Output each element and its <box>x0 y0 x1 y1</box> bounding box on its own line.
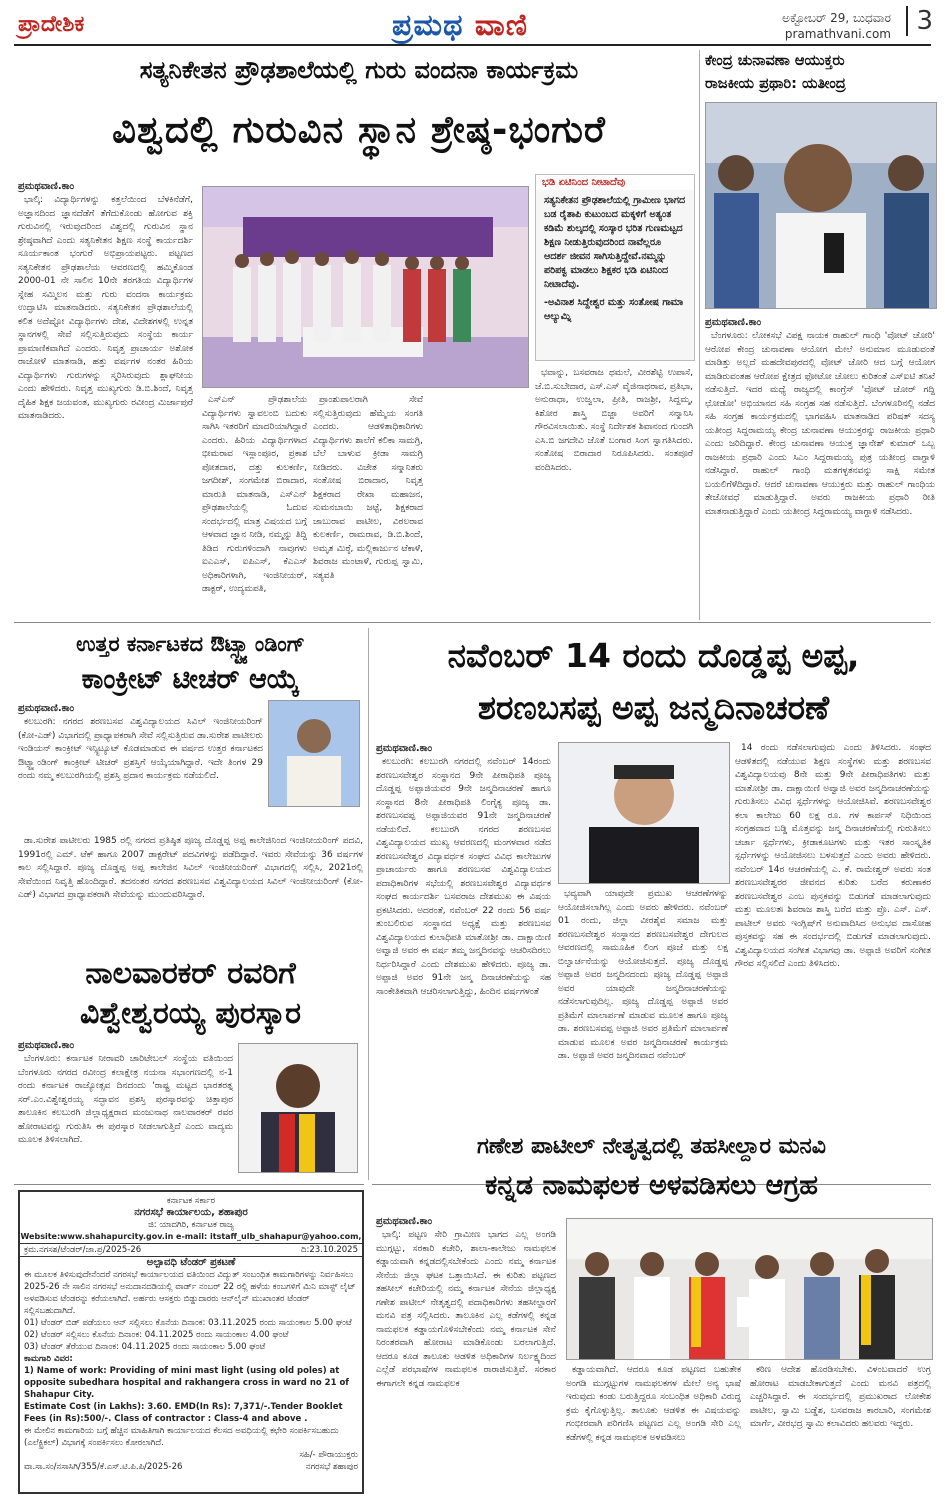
paper-logo <box>392 8 528 43</box>
tender-header3: ಜಿ: ಯಾದಗಿರಿ, ಕರ್ನಾಟಕ ರಾಜ್ಯ <box>148 1220 234 1230</box>
paper-name-b: ವಾಣಿ <box>474 8 529 43</box>
story5-col1 <box>376 756 551 1176</box>
quote-text: ಸತ್ಯನಿಕೇತನ ಪ್ರೌಢಶಾಲೆಯಲ್ಲಿ ಗ್ರಾಮೀಣ ಭಾಗದ ಬಡ ರೈತಾಪಿ ಕುಟುಂಬದ ಮಕ್ಕಳಿಗೆ ಅತ್ಯಂತ ಕಡಿಮೆ ಶುಲ್ಕದಲ್ಲಿ ಸಂಸ್ಕಾರ ಭರಿತ ಗುಣಮಟ್ಟದ ಶಿಕ್ಷಣ ನೀಡುತ್ತಿರುವುದರಿಂದ ನಾವೆಲ್ಲರೂ ಆದರ್ಶ ಜೀವನ ಸಾಗಿಸುತ್ತಿದ್ದೇವೆ.ನಮ್ಮನ್ನು ಪರಿಪಕ್ವ ಮಾಡಲು ಶಿಕ್ಷಕರ ಭಡಿ ಏಟಿನಿಂದ ನೀಟಾದೆವು. <box>544 195 686 290</box>
story1-col4-text: ಭವಾನ್ನು, ಬಸವರಾಜ ಥಮಲೆ, ವೀರಶೆಟ್ಟಿ ಉಪಾಸೆ, ಜೆ.ಬಿ.ಸುಬೇದಾರ, ಎಸ್.ಎಸ್ ವೈಜಿನಾಥರಾವ, ಪ್ರತಿಭಾ, ಅನುರಾಧಾ, ಉಜ್ವಲಾ, ಪ್ರೀತಿ, ರಾಜಶ್ರೀ, ಸಿದ್ದಮ್ಮ, ಕಿಶೋರ ಶಾಸ್ತ್ರಿ ಬಿಜ್ಜಾ ಅವರಿಗೆ ಸನ್ಮಾನಿಸಿ ಗೌರವಿಸಲಾಯಿತು. ಸಂಸ್ಥೆ ನಿರ್ದೇಶಕ ಶಿವಾನಂದ ಗುಂದಗಿ ಎಸಿ.ಬಿ ಜಗದೇವಿ ಜೊತೆ ಬಂಗಾರ ಸಿಂಗ ಸ್ವಾಗತಿಸಿದರು. ಸಂತೋಷ ಬಿರಾದಾರ ನಿರೂಪಿಸಿದರು. ಸಂತಪೂರೆ ವಂದಿಸಿದರು. <box>535 368 693 473</box>
tender-sign1: ಸಹಿ/- ಪೌರಾಯುಕ್ತರು <box>299 1450 358 1460</box>
story1-photo <box>202 186 529 388</box>
story5-headline-1: ನವೆಂಬರ್ 14 ರಂದು ದೊಡ್ಡಪ್ಪ ಅಪ್ಪ, <box>447 636 860 675</box>
quote-author: -ಅವಿನಾಶ ಸಿದ್ದೇಶ್ವರ ಮತ್ತು ಸಂತೋಷ ಗಾಮಾ ಆಲ್ಯುಮ್ನಿ <box>544 297 684 322</box>
tender-footer: ವಾ.ಸಾ.ಸಂ/ನಸಾಸಿಗಿ/355/ಕೆ.ಎಸ್.ಟಿ.ಪಿ.ಪಿ/2025-26 <box>24 1462 183 1472</box>
story3-kicker: ಉತ್ತರ ಕರ್ನಾಟಕದ ಔಟ್ಸ್ಟ್ಯಾಂಡಿಂಗ್ <box>76 632 305 656</box>
story6-headline-1: ಗಣೇಶ ಪಾಟೀಲ್ ನೇತೃತ್ವದಲ್ಲಿ ತಹಸೀಲ್ದಾರ ಮನವಿ <box>477 1134 826 1159</box>
story4-byline: ಪ್ರಮಥವಾಣಿ.ಕಾಂ <box>18 1040 75 1051</box>
tender-note: ಈ ಮೇಲಿನ ಕಾಮಗಾರಿಯ ಬಗ್ಗೆ ಹೆಚ್ಚಿನ ಮಾಹಿತಿಗಾಗಿ ಕಾರ್ಯಾಲಯದ ಕೆಲಸದ ಅವಧಿಯಲ್ಲಿ ಕಛೇರಿ ಸಂಪರ್ಕಿಸಬಹುದು (ಎಲೆಕ್ಟ್ರಿಕಲ್) ವಿಭಾಗಕ್ಕೆ ಸಂಪರ್ಕಿಸಲು ಕೋರಲಾಗಿದೆ. <box>24 1426 339 1448</box>
story2-body <box>705 330 935 612</box>
story6-headline-2: ಕನ್ನಡ ನಾಮಫಲಕ ಅಳವಡಿಸಲು ಆಗ್ರಹ <box>485 1170 818 1201</box>
speaker-photo-image <box>706 103 936 308</box>
story3-byline: ಪ್ರಮಥವಾಣಿ.ಕಾಂ <box>18 703 75 714</box>
group-photo-image <box>203 187 528 387</box>
story6-col1-text: ಭಾಲ್ಕಿ: ಪಟ್ಟಣ ಸೇರಿ ಗ್ರಾಮೀಣ ಭಾಗದ ಎಲ್ಲ ಅಂಗಡಿ ಮುಗ್ಗಟ್ಟು, ಸರಕಾರಿ ಕಚೇರಿ, ಶಾಲಾ-ಕಾಲೇಜು ನಾಮಫಲಕ ಕಡ್ಡಾಯವಾಗಿ ಕನ್ನಡದಲ್ಲಿಸಬೇಕೆಂದು ಎಂದು ನಮ್ಮ ಕರ್ನಾಟಕ ಸೇನೆಯ ಜಿಲ್ಲಾ ಘಟಕ ಒತ್ತಾಯಿಸಿದೆ. ಈ ಕುರಿತು ಪಟ್ಟಣದ ತಹಸೀಲ್ ಕಚೇರಿಯಲ್ಲಿ ನಮ್ಮ ಕರ್ನಾಟಕ ಸೇನೆಯ ಜಿಲ್ಲಾಧ್ಯಕ್ಷ ಗಣೇಶ ಪಾಟೀಲ್ ನೇತೃತ್ವದಲ್ಲಿ ಪದಾಧಿಕಾರಿಗಳು ತಹಸೀಲ್ದಾರಗೆ ಮನವಿ ಪತ್ರ ಸಲ್ಲಿಸಿದರು. ತಾಲೂಕಿನ ಎಲ್ಲ ಕಡೆಗಳಲ್ಲಿ ಕನ್ನಡ ನಾಮಫಲಕ ಕಡ್ಡಾಯಗೊಳಿಸಬೇಕೆಂದು ನಮ್ಮ ಕರ್ನಾಟಕ ಸೇನೆ ನಿರಂತರವಾಗಿ ಹೋರಾಟ ಮಾಡಿಕೊಂಡು ಬರಲಾಗುತ್ತಿದೆ. ಆದರೂ ಕೂಡ ತಾಲೂಕು ಆಡಳಿತ ಅಧಿಕಾರಿಗಳ ನಿರ್ಲಕ್ಷ್ಯದಿಂದ ಎಲ್ಲೆಡೆ ಪರಭಾಷೆಗಳ ನಾಮಫಲಕ ರಾರಾಜಿಸುತ್ತಿವೆ. ಸರಕಾರ ಈಗಾಗಲೇ ಕನ್ನಡ ನಾಮಫಲಕ <box>376 1230 556 1389</box>
story4-kicker: ನಾಲವಾರಕರ್ ರವರಿಗೆ <box>85 956 296 991</box>
story4-headline: ವಿಶ್ವೇಶ್ವರಯ್ಯ ಪುರಸ್ಕಾರ <box>80 996 301 1031</box>
section-rule <box>14 1184 364 1185</box>
tender-work-title: ಕಾಮಗಾರಿ ವಿವರ: <box>24 1354 73 1364</box>
story5-col3-text: 14 ರಂದು ನಡೆಸಲಾಗುವುದು ಎಂದು ತಿಳಿಸಿದರು. ಸಂಘದ ಆಡಳಿತದಲ್ಲಿ ನಡೆಯುವ ಶಿಕ್ಷಣ ಸಂಸ್ಥೆಗಳು ಮತ್ತು ಶರಣಬಸವ ವಿಶ್ವವಿದ್ಯಾಲಯವು 8ನೇ ಮತ್ತು 9ನೇ ಪೀಠಾಧಿಪತಿಗಳು ಮತ್ತು ಮಾತೋಶ್ರೀ ಡಾ. ದಾಕ್ಷಾಯಿಣಿ ಅವ್ವಾಜಿ ಅವರ ಜನ್ಮದಿನಾಚರಣೆಯನ್ನು ಗುರುತಿಸಲು ವಿವಿಧ ಸ್ಪರ್ಧೆಗಳನ್ನು ಆಯೋಜಿಸಿವೆ. ಶರಣಬಸವೇಶ್ವರ ಕಲಾ ಕಾಲೇಜು 60 ಲಕ್ಷ ರೂ. ಗಳ ಕಾರ್ಪಸ್ ನಿಧಿಯಿಂದ ಸಂಗ್ರಹವಾದ ಬಡ್ಡಿ ಮೊತ್ತವನ್ನು ಜನ್ಮ ದಿನಾಚರಣೆಯಲ್ಲಿ ಗುರುತಿಸಲು ಚರ್ಚಾ ಸ್ಪರ್ಧೆಗಳು, ಕ್ರೀಡಾಕೂಟಗಳು ಮತ್ತು ಇತರ ಸಾಂಸ್ಕೃತಿಕ ಸ್ಪರ್ಧೆಗಳನ್ನು ಆಯೋಜಿಸಲು ಬಳಸುತ್ತದೆ ಎಂದು ಅವರು ಹೇಳಿದರು. ನವೆಂಬರ್ 14ರ ಆಚರಣೆಯಲ್ಲಿ ಎ. ಕೆ. ರಾಮೇಶ್ವರ್ ಅವರು ಸಂತ ಶರಣಬಸವೇಶ್ವರರ ಜೀವನದ ಕುರಿತು ಬರೆದ ಕರುಣಾಕರ ಶರಣಬಸವೇಶ್ವರ ಎಂಬ ಪುಸ್ತಕವನ್ನು ಬಿಡುಗಡೆ ಮಾಡಲಾಗುವುದು ಮತ್ತು ಮೂಲತಃ ಶಿವರಾಜ ಶಾಸ್ತ್ರಿ ಬರೆದ ಮತ್ತು ಪ್ರೊ. ಎಸ್. ಎಸ್. ಪಾಟೀಲ್ ಅವರು ಇಂಗ್ಲಿಷ್‌ಗೆ ಅನುವಾದಿಸಿದ ಅನುಭವ ದಾಸೋಹ ಪುಸ್ತಕವನ್ನು ಸಹ ಈ ಸಂದರ್ಭದಲ್ಲಿ ಬಿಡುಗಡೆ ಮಾಡಲಾಗುವುದು. ವಿಶ್ವವಿದ್ಯಾಲಯದ ಸಂಗೀತ ವಿಭಾಗವು ಡಾ. ಅಪ್ಪಾಜಿ ಅವರಿಗೆ ಸಂಗೀತ ಗೌರವ ಸಲ್ಲಿಸಲಿದೆ ಎಂದು ತಿಳಿಸಿದರು. <box>735 743 931 969</box>
column-divider <box>368 628 369 1180</box>
story1-col1 <box>18 194 193 612</box>
tender-header1: ಕರ್ನಾಟಕ ಸರ್ಕಾರ <box>166 1196 216 1206</box>
tender-website: Website:www.shahapurcity.gov.in e-mail: itstaff_ulb_shahapur@yahoo.com, <box>20 1232 362 1241</box>
story3-photo <box>268 700 360 807</box>
story1-kicker: ಸತ್ಯನಿಕೇತನ ಪ್ರೌಢಶಾಲೆಯಲ್ಲಿ ಗುರು ವಂದನಾ ಕಾರ್ಯಕ್ರಮ <box>139 56 579 84</box>
tender-line3: 03) ಟೆಂಡರ್ ತೆರೆಯುವ ದಿನಾಂಕ: 04.11.2025 ರಂದು ಸಾಯಂಕಾಲ 5.00 ಘಂಟೆ <box>24 1342 266 1352</box>
story1-byline: ಪ್ರಮಥವಾಣಿ.ಕಾಂ <box>18 181 75 192</box>
story1-col2-text: ಎಸ್‌ಎನ್ ಪ್ರೌಢಶಾಲೆಯ ವಿದ್ಯಾರ್ಥಿಗಳು ಸ್ವಾವಲಂಬಿ ಬದುಕು ಸಾಗಿಸಿ ಇತರರಿಗೆ ಮಾದರಿಯಾಗಿದ್ದಾರೆ ಎಂದರು. ಹಿರಿಯ ವಿದ್ಯಾರ್ಥಿಗಳಾದ ಭೀಮರಾವ ಇಸ್ಲಾಂಪೂರ, ಪ್ರಕಾಶ ಪೋತದಾರ, ದತ್ತು ಕುಲಕರ್ಣಿ, ಜಗದೀಶ್, ಸಂಗಮೇಶ ಬಿರಾದಾರ, ಮಾರುತಿ ಮಾತನಾಡಿ, ಎಸ್‌ಎನ್ ಪ್ರೌಢಶಾಲೆಯಲ್ಲಿ ಓದುವ ಸಂದರ್ಭದಲ್ಲಿ ಮಾತ್ರ ವಿಷಯದ ಬಗ್ಗೆ ಆಳವಾದ ಜ್ಞಾನ ನೀಡಿ, ನಮ್ಮನ್ನು ತಿದ್ದಿ ತಿಡಿದ ಗುರುಗಳಿಂದಾಗಿ ನಾವುಗಳು ಐಎಎಸ್, ಐಪಿಎಸ್, ಕೆಎಎಸ್ ಅಧಿಕಾರಿಗಳಾಗಿ, ಇಂಜಿನೀಯರ್, ಡಾಕ್ಟರ್, ಉದ್ಯಮಪತಿ, <box>202 395 307 594</box>
story2-headline: ರಾಜಕೀಯ ಪ್ರಥಾರಿ: ಯತೀಂದ್ರ <box>705 76 846 92</box>
story5-col3 <box>735 742 931 1176</box>
story5-col2-text: ಭವ್ಯವಾಗಿ ಯಾವುದೇ ಪ್ರಮುಖ ಆಚರಣೆಗಳನ್ನು ಆಯೋಜಿಸಲಾಗಿಲ್ಲ ಎಂದು ಅವರು ಹೇಳಿದರು. ನವೆಂಬರ್ 01 ರಂದು, ಜಿಲ್ಲಾ ವೀರಶೈವ ಸಮಾಜ ಮತ್ತು ಶರಣಬಸವೇಶ್ವರ ಸಂಸ್ಥಾನದ ಶರಣಬಸವೇಶ್ವರ ದೇಗುಲದ ಆವರಣದಲ್ಲಿ ಸಾಮೂಹಿಕ ಲಿಂಗ ಪೂಜೆ ಮತ್ತು ಲಕ್ಷ ಬಿಲ್ವಾರ್ಚನೆಯನ್ನು ಆಯೋಜಿಸುತ್ತದೆ. ಪೂಜ್ಯ ದೊಡ್ಡಪ್ಪ ಅಪ್ಪಾಜಿ ಅವರ ಜನ್ಮದಿನದಂದು ಪೂಜ್ಯ ದೊಡ್ಡಪ್ಪ ಅಪ್ಪಾಜಿ ಅವರ ಯಾವುದೇ ಜನ್ಮದಿನಾಚರಣೆಯನ್ನು ನಡೆಸಲಾಗುವುದಿಲ್ಲ. ಪೂಜ್ಯ ದೊಡ್ಡಪ್ಪ ಅಪ್ಪಾಜಿ ಅವರ ಪ್ರತಿಮೆಗೆ ಮಾಲಾರ್ಪಣೆ ಮಾಡುವ ಮೂಲಕ ಹಾಗೂ ಪೂಜ್ಯ ಡಾ. ಶರಣಬಸವಪ್ಪ ಅಪ್ಪಾಜಿ ಅವರ ಪ್ರತಿಮೆಗೆ ಮಾಲಾರ್ಪಣೆ ಮಾಡುವ ಮೂಲಕ ಅವರ ಜನ್ಮದಿನಾಚರಣೆ ಕಾರ್ಯಕ್ರಮ ಡಾ. ಅಪ್ಪಾಜಿ ಅವರ ಜನ್ಮದಿನವಾದ ನವೆಂಬರ್ <box>558 889 728 1061</box>
portrait-image <box>269 701 359 806</box>
portrait-image <box>559 743 729 883</box>
story6-col1 <box>376 1229 556 1491</box>
section-label: ಪ್ರಾದೇಶಿಕ <box>18 12 85 37</box>
tender-sign2: ನಗರಸಭೆ ಶಹಾಪುರ <box>305 1462 358 1472</box>
portrait-image <box>239 1044 357 1172</box>
tender-work-2: Estimate Cost (in Lakhs): 3.60. EMD(In Rs): 7,371/-.Tender Booklet Fees (in Rs):500/-. Class of contractor : Class-4 and above . <box>24 1402 343 1424</box>
tender-header2: ನಗರಸಭೆ ಕಾರ್ಯಾಲಯ, ಶಹಾಪುರ <box>134 1207 248 1218</box>
story5-headline-2: ಶರಣಬಸಪ್ಪ ಅಪ್ಪ ಜನ್ಮದಿನಾಚರಣೆ <box>477 688 830 727</box>
tender-ref: ಕ್ರಮ.ನಗಸಶ/ಟೆಂಡರ್/ಜಾ.ಪ್ರ/2025-26 <box>24 1245 142 1255</box>
story5-photo <box>558 742 730 884</box>
story1-headline: ವಿಶ್ವದಲ್ಲಿ ಗುರುವಿನ ಸ್ಥಾನ ಶ್ರೇಷ್ಠ-ಭಂಗುರೆ <box>112 108 606 151</box>
tender-para: ಈ ಮೂಲಕ ತಿಳಿಸುವುದೇನೆಂದರೆ ನಗರಸಭೆ ಕಾರ್ಯಾಲಯದ ವತಿಯಿಂದ ವಿದ್ಯುತ್ ಸಂಬಂಧಿತ ಕಾಮಗಾರಿಗಳನ್ನು ನಿರ್ವಹಿಸಲು 2025-26 ನೇ ಸಾಲಿನ ನಗರಸಭೆ ಅನುದಾನದಡಿಯಲ್ಲಿ ವಾರ್ಡ್ ನಂಬರ್ 22 ರಲ್ಲಿ ಹಳೆಯ ಕಂಬಗಳಿಗೆ ಮಿನಿ ಮಾಸ್ಟ್ ಲೈಟ್ ಅಳವಡಿಸುವ ಟೆಂಡರನ್ನು ಕರೆಯಲಾಗಿದೆ. ಅರ್ಹರು ಆಸಕ್ತರು ಬಿಡ್ಡುದಾರರು ಆನ್‌ಲೈನ್ ಮುಖಾಂತರ ಟೆಂಡರ್ ಸಲ್ಲಿಸಬಹುದಾಗಿದೆ. <box>24 1270 356 1316</box>
story3-body-text: ಡಾ.ಸುರೇಶ ಪಾಟೀಲರು 1985 ರಲ್ಲಿ ನಗರದ ಪ್ರತಿಷ್ಠಿತ ಪೂಜ್ಯ ದೊಡ್ಡಪ್ಪ ಅಪ್ಪ ಕಾಲೇಜಿನಿಂದ ಇಂಜಿನೀಯರಿಂಗ್ ಪದವಿ, 1991ರಲ್ಲಿ ಎಮ್. ಟೆಕ್ ಹಾಗೂ 2007 ಡಾಕ್ಟರೇಟ್ ಪದವಿಗಳನ್ನು ಪಡೆದಿದ್ದಾರೆ. ಇವರು ಸೇವೆಯನ್ನು 36 ವರ್ಷಗಳ ಕಾಲ ಸಲ್ಲಿಸಿದ್ದಾರೆ. ಪೂಜ್ಯ ದೊಡ್ಡಪ್ಪ ಅಪ್ಪ ಕಾಲೇಜಿನ ಸಿವಿಲ್ ಇಂಜಿನೀಯರಿಂಗ್ ವಿಭಾಗದಲ್ಲಿ ಸಲ್ಲಿಸಿ, 2021ರಲ್ಲಿ ಸೇವೆಯಿಂದ ನಿವೃತ್ತಿ ಹೊಂದಿದ್ದಾರೆ. ತದನಂತರ ನಗರದ ಶರಣಬಸವ ವಿಶ್ವವಿದ್ಯಾಲಯದ ಸಿವಿಲ್ ಇಂಜಿನೀಯರಿಂಗ್ (ಕೋ-ಎಡ್) ವಿಭಾಗದ ಪ್ರಾಧ್ಯಾಪಕರಾಗಿ ಸೇವೆಯನ್ನು ಮುಂದುವರಿಸಿದ್ದಾರೆ. <box>18 836 363 900</box>
masthead-meta <box>782 10 891 42</box>
story4-body-text: ಬೆಂಗಳೂರು: ಕರ್ನಾಟಕ ನೀರಾವರಿ ಚಾರಿಟೇಬಲ್ ಸಂಸ್ಥೆಯ ವತಿಯಿಂದ ಬೆಂಗಳೂರು ನಗರದ ರವೀಂದ್ರ ಕಲಾಕ್ಷೇತ್ರ ನಯನಾ ಸಭಾಂಗಣದಲ್ಲಿ ನ-1 ರಂದು ಕರ್ನಾಟಕ ರಾಜ್ಯೋತ್ಸವ ದಿನದಂದು 'ರಾಷ್ಟ್ರ ಮಟ್ಟದ ಭಾರತರತ್ನ ಸರ್.ಎಂ.ವಿಶ್ವೇಶ್ವರಯ್ಯ ಸದ್ಭಾವನ ಪ್ರಶಸ್ತಿ ಪುರಸ್ಕಾರವನ್ನು ಚಿತ್ತಾಪುರ ತಾಲೂಕಿನ ಕಲಬುರಗಿ ಜಿಲ್ಲಾಧ್ಯಕ್ಷರಾದ ಮಂಜುನಾಥ ನಾಲವಾರಕರ್ ರವರ ಹೋರಾಟವನ್ನು ಗುರುತಿಸಿ ಈ ಪುರಸ್ಕಾರ ನೀಡಲಾಗುತ್ತಿದೆ ಎಂದು ವಾದ್ಯಮ ಮೂಲಕ ತಿಳಿಸಲಾಗಿದೆ. <box>18 1054 233 1145</box>
story5-col1-text: ಕಲಬುರಗಿ: ಕಲಬುರಗಿ ನಗರದಲ್ಲಿ ನವೆಂಬರ್ 14ರಂದು ಶರಣಬಸವೇಶ್ವರ ಸಂಸ್ಥಾನದ 9ನೇ ಪೀಠಾಧಿಪತಿ ಪೂಜ್ಯ ದೊಡ್ಡಪ್ಪ ಅಪ್ಪಾಜಿಯವರ 9ನೇ ಜನ್ಮದಿನಾಚರಣೆ ಹಾಗೂ ಸಂಸ್ಥಾನದ 8ನೇ ಪೀಠಾಧಿಪತಿ ಲಿಂಗೈಕ್ಯ ಪೂಜ್ಯ ಡಾ. ಶರಣಬಸವಪ್ಪ ಅಪ್ಪಾಜಿಯವರ 91ನೇ ಜನ್ಮದಿನಾಚರಣೆ ನಡೆಯಲಿದೆ. ಕಲಬುರಗಿ ನಗರದ ಶರಣಬಸವ ವಿಶ್ವವಿದ್ಯಾಲಯದ ಮುಖ್ಯ ಆವರಣದಲ್ಲಿ ಮಂಗಳವಾರ ನಡೆದ ಶರಣಬಸವೇಶ್ವರ ವಿದ್ಯಾವರ್ಧಕ ಸಂಘದ ವಿವಿಧ ಕಾಲೇಜುಗಳ ಪ್ರಾಚಾರ್ಯರು ಹಾಗೂ ಶರಣಬಸವ ವಿಶ್ವವಿದ್ಯಾಲಯದ ಪದಾಧಿಕಾರಿಗಳ ಸಭೆಯಲ್ಲಿ ಶರಣಬಸವೇಶ್ವರ ವಿದ್ಯಾವರ್ಧಕ ಸಂಘದ ಕಾರ್ಯದರ್ಶಿ ಬಸವರಾಜ ದೇಶಮುಖ ಈ ವಿಷಯ ಪ್ರಕಟಿಸಿದರು. ಅದರಂತೆ, ನವೆಂಬರ್ 22 ರಂದು 56 ವರ್ಷ ತುಂಬಲಿರುವ ಸಂಸ್ಥಾನದ ಅಧ್ಯಕ್ಷೆ ಮತ್ತು ಶರಣಬಸವ ವಿಶ್ವವಿದ್ಯಾಲಯದ ಕುಲಾಧಿಪತಿ ಮಾತೋಶ್ರೀ ಡಾ. ದಾಕ್ಷಾಯಿಣಿ ಅವ್ವಾಜಿ ಅವರ ಈ ವರ್ಷ ತಮ್ಮ ಜನ್ಮದಿನವನ್ನು ಆಚರಿಸದಿರಲು ನಿರ್ಧರಿಸಿದ್ದಾರೆ ಎಂದು ದೇಶಮುಖ ಹೇಳಿದರು. ಪೂಜ್ಯ ಡಾ. ಅಪ್ಪಾಜಿ ಅವರ 91ನೇ ಜನ್ಮ ದಿನಾಚರಣೆಯನ್ನು ಸಹ ಸಾಂಕೇತಿಕವಾಗಿ ಆಚರಿಸಲಾಗುತ್ತಿದ್ದು, ಹಿಂದಿನ ವರ್ಷಗಳಂತೆ <box>376 757 551 997</box>
column-divider <box>699 50 700 620</box>
paper-name-a: ಪ್ರಮಥ <box>392 8 464 43</box>
tender-title: ಅಲ್ಪಾವಧಿ ಟೆಂಡರ್ ಪ್ರಕಟಣೆ <box>146 1257 236 1268</box>
tender-work-1: 1) Name of work: Providing of mini mast light (using old poles) at opposite subedhara hospital and rakhangera cross in ward no 21 of Shahapur City. <box>24 1366 350 1400</box>
story1-col1-text: ಭಾಲ್ಕಿ: ವಿದ್ಯಾರ್ಥಿಗಳನ್ನು ಕತ್ತಲೆಯಿಂದ ಬೆಳಕಿನೆಡೆಗೆ, ಅಜ್ಞಾನದಿಂದ ಜ್ಞಾನದೆಡೆಗೆ ತೆಗೆದುಕೊಂಡು ಹೋಗುವ ಶಕ್ತಿ ಗುರುವಿನಲ್ಲಿ ಇರುವುದರಿಂದ ವಿಶ್ವದಲ್ಲಿ ಗುರುವಿನ ಸ್ಥಾನ ಶ್ರೇಷ್ಠವಾಗಿದೆ ಎಂದು ಸತ್ಯನಿಕೇತನ ಶಿಕ್ಷಣ ಸಂಸ್ಥೆ ಕಾರ್ಯದರ್ಶಿ ಸೂರ್ಯಕಾಂತ ಭಂಗುರೆ ಅಭಿಪ್ರಾಯಪಟ್ಟರು. ಪಟ್ಟಣದ ಸತ್ಯನಿಕೇತನ ಪ್ರೌಢಶಾಲೆಯ ಆವರಣದಲ್ಲಿ ಹಮ್ಮಿಕೊಂಡ 2000-01 ನೇ ಸಾಲಿನ 10ನೇ ತರಗತಿಯ ವಿದ್ಯಾರ್ಥಿಗಳ ಸ್ನೇಹ ಸಮ್ಮಿಲನ ಮತ್ತು ಗುರು ವಂದನಾ ಕಾರ್ಯಕ್ರಮ ಉದ್ಘಾಟಿಸಿ ಮಾತನಾಡಿದರು. ಸತ್ಯನಿಕೇತನ ಪ್ರೌಢಶಾಲೆಯಲ್ಲಿ ಕಲಿತ ಅದೆಷ್ಟೋ ವಿದ್ಯಾರ್ಥಿಗಳು ದೇಶ, ವಿದೇಶಗಳಲ್ಲಿ ಉನ್ನತ ಸ್ಥಾನಗಳಲ್ಲಿ ಸೇವೆ ಸಲ್ಲಿಸುತ್ತಿರುವುದು ಸಂಸ್ಥೆಯ ಕಾರ್ಯ ಪ್ರಾಮಾಣಿಕವಾಗಿದೆ ಎಂದರು. ನಿವೃತ್ತ ಪ್ರಾಚಾರ್ಯ ಅಶೋಕ ರಾಜೋಳೆ ಮಾತನಾಡಿ, ಹತ್ತು ವರ್ಷಗಳ ನಂತರ ಹಿರಿಯ ವಿದ್ಯಾರ್ಥಿಗಳು ಗುರುಗಳನ್ನು ಸ್ಮರಿಸಿರುವುದು ಶ್ಲಾಘನೀಯ ಎಂದು ಹೇಳಿದರು. ನಿವೃತ್ತ ಮುಖ್ಯಗುರು ಡಿ.ಬಿ.ಶಿಂದೆ, ನಿವೃತ್ತ ದೈಹಿಕ ಶಿಕ್ಷಕ ಜಯವಂತ, ಮುಖ್ಯಗುರು ರವೀಂದ್ರ ಮಿರ್ಜಾಪುರೆ ಮಾತನಾಡಿದರು. <box>18 195 193 421</box>
story3-body <box>18 835 363 945</box>
story3-headline: ಕಾಂಕ್ರೀಟ್ ಟೀಚರ್ ಆಯ್ಕೆ <box>81 664 300 695</box>
story3-lead <box>18 716 263 832</box>
story6-col3-text: ಕಠಿಣ ಆದೇಶ ಹೊರಡಿಸಬೇಕು. ವಿಳಂಬವಾದರೆ ಉಗ್ರ ಹೋರಾಟ ಮಾಡಬೇಕಾಗುತ್ತದೆ ಎಂದು ಮನವಿ ಪತ್ರದಲ್ಲಿ ಎಚ್ಚರಿಸಿದ್ದಾರೆ. ಈ ಸಂದರ್ಭದಲ್ಲಿ ಪ್ರಮುಖರಾದ ಲೋಕೇಶ ಪಾಟೀಲ, ಸ್ವಾಮಿ ಬಡ್ಡೆಶ, ಬಸವರಾಜ ಕಾರಬಾರಿ, ಸಂಗಮೇಶ ಮಾರ್ಗೆ, ವೀರಭದ್ರ ಸ್ವಾಮಿ ಕಲಾವಿದರು ಹಲವರು ಇದ್ದರು. <box>750 1365 931 1429</box>
story5-byline: ಪ್ರಮಥವಾಣಿ.ಕಾಂ <box>376 743 433 754</box>
tender-line1: 01) ಟೆಂಡರ್ ಬಿಡ್ ಪಡೆಯಲು ಆನ್ ಸಲ್ಲಿಸಲು ಕೊನೆಯ ದಿನಾಂಕ: 03.11.2025 ರಂದು ಸಾಯಂಕಾಲ 5.00 ಘಂಟೆ <box>24 1318 352 1328</box>
quote-title: ಭಡಿ ಏಟಿನಿಂದ ನೀಟಾದೆವು <box>536 175 694 190</box>
story3-lead-text: ಕಲಬುರಗಿ: ನಗರದ ಶರಣಬಸವ ವಿಶ್ವವಿದ್ಯಾಲಯದ ಸಿವಿಲ್ ಇಂಜಿನೀಯರಿಂಗ್ (ಕೋ-ಎಡ್) ವಿಭಾಗದಲ್ಲಿ ಪ್ರಾಧ್ಯಾಪಕರಾಗಿ ಸೇವೆ ಸಲ್ಲಿಸುತ್ತಿರುವ ಡಾ.ಸುರೇಶ ಪಾಟೀಲರು ಇಂಡಿಯನ್ ಕಾಂಕ್ರೀಟ್ ಇನ್ಸ್ಟಿಟ್ಯೂಟ್ ಕೊಡಮಾಡುವ ಈ ವರ್ಷದ ಉತ್ತರ ಕರ್ನಾಟಕದ ಔಟ್ಸ್ಟ್ಯಾಂಡಿಂಗ್ ಕಾಂಕ್ರೀಟ್ ಟೀಚರ್ ಪ್ರಶಸ್ತಿಗೆ ಆಯ್ಕೆಯಾಗಿದ್ದಾರೆ. ಇದೇ ತಿಂಗಳ 29 ರಂದು ನಮ್ಮ ಕಲಬುರಗಿಯಲ್ಲಿ ಪ್ರಶಸ್ತಿ ಪ್ರದಾನ ಕಾರ್ಯಕ್ರಮ ನಡೆಯಲಿದೆ. <box>18 717 263 781</box>
tender-notice <box>18 1190 364 1494</box>
story6-col2-text: ಕಡ್ಡಾಯವಾಗಿದೆ. ಆದರೂ ಕೂಡ ಪಟ್ಟಣದ ಬಹುತೇಕ ಅಂಗಡಿ ಮುಗ್ಗಟ್ಟುಗಳ ನಾಮಫಲಕಗಳ ಮೇಲೆ ಅನ್ಯ ಭಾಷೆ ಇರುವುದು ಕಂಡು ಬರುತ್ತಿದ್ದರೂ ಸಂಬಂಧಿತ ಅಧಿಕಾರಿ ವಿರುದ್ಧ ಕ್ರಮ ಕೈಗೊಳ್ಳುತ್ತಿಲ್ಲ. ತಾಲೂಕು ಆಡಳಿತ ಈ ವಿಷಯವನ್ನು ಗಂಭೀರವಾಗಿ ಪರಿಗಣಿಸಿ ಪಟ್ಟಣದ ಎಲ್ಲ ಅಂಗಡಿ ಸೇರಿ ಎಲ್ಲ ಕಡೆಗಳಲ್ಲಿ ಕನ್ನಡ ನಾಮಫಲಕ ಅಳವಡಿಸಲು <box>566 1365 741 1443</box>
tender-line2: 02) ಟೆಂಡರ್ ಸಲ್ಲಿಸಲು ಕೊನೆಯ ದಿನಾಂಕ: 04.11.2025 ರಂದು ಸಾಯಂಕಾಲ 4.00 ಘಂಟೆ <box>24 1330 289 1340</box>
story1-quote-box <box>535 174 695 361</box>
group-photo-image <box>567 1219 932 1359</box>
story1-col3 <box>313 394 423 612</box>
website-label: pramathvani.com <box>784 27 891 41</box>
story1-col2 <box>202 394 307 612</box>
tender-date: ದಿ:23.10.2025 <box>300 1245 358 1255</box>
story2-byline: ಪ್ರಮಥವಾಣಿ.ಕಾಂ <box>705 317 762 328</box>
story4-photo <box>238 1043 358 1173</box>
story2-body-text: ಬೆಂಗಳೂರು: ಲೋಕಸಭೆ ವಿಪಕ್ಷ ನಾಯಕ ರಾಹುಲ್ ಗಾಂಧಿ 'ವೋಟ್ ಚೋರಿ' ಆರೋಪ ಕೇಂದ್ರ ಚುನಾವಣಾ ಆಯೋಗ ಮೇಲೆ ಅನುಮಾನ ಮೂಡುವಂತೆ ಮಾಡಿತ್ತು ಅಲ್ಲದೆ ಮಹದೇವಪುರದಲ್ಲಿ ವೋಟ್ ಚೋರಿ ಆದ ಬಗ್ಗೆ ಆಯೋಗ ಮಾಡಿರುವಂತಹ ಆರೋಪ ಕ್ಷೇತ್ರದ ಫೋಟೋ ಚೋಲು ಕುರಿತಂತೆ ಎಸ್‌ಐಟಿ ತನಿಖೆ ನಡೆಸುತ್ತಿದೆ. ಇದರ ಮಧ್ಯೆ ರಾಜ್ಯದಲ್ಲಿ ಕಾಂಗ್ರೆಸ್ 'ವೋಟ್ ಚೋರ್ ಗದ್ದಿ ಛೋಡೋ' ಅಭಿಯಾನದ ಸಹಿ ಸಂಗ್ರಹ ಸಹ ನಡೆಸುತ್ತಿದೆ. ಬೆಂಗಳೂರಿನಲ್ಲಿ ನಡೆದ ಸಹಿ ಸಂಗ್ರಹ ಕಾರ್ಯಕ್ರಮದಲ್ಲಿ ಭಾಗವಹಿಸಿ ಮಾತನಾಡಿದ ಪರಿಷತ್ ಸದಸ್ಯ ಯತೀಂದ್ರ ಸಿದ್ದರಾಮಯ್ಯ ಕೇಂದ್ರ ಚುನಾವಣಾ ಆಯುಕ್ತರನ್ನು ರಾಜಕೀಯ ಪ್ರಥಾರಿ ಎಂದು ಜರಿದಿದ್ದಾರೆ. ಕೇಂದ್ರ ಚುನಾವಣಾ ಆಯುಕ್ತ ಜ್ಞಾನೇಶ್ ಕುಮಾರ್ ಒಬ್ಬ ರಾಜಕೀಯ ಪ್ರಥಾರಿ ಎಂದು ಸಿಎಂ ಸಿದ್ದರಾಮಯ್ಯ ಪುತ್ರ ಯತೀಂದ್ರ ವಾಗ್ದಾಳಿ ನಡೆಸಿದ್ದಾರೆ. ರಾಹುಲ್ ಗಾಂಧಿ ಮತಗಳ್ಳತನವನ್ನು ಸಾಕ್ಷಿ ಸಮೇತ ಬಯಲಿಗೆಳೆದಿದ್ದಾರೆ. ಆದರೆ ಚುನಾವಣಾ ಆಯುಕ್ತರು ಮತ್ತು ರಾಹುಲ್ ಗಾಂಧಿಯ ತೇಜೋವಧೆ ಮಾಡುತ್ತಿದ್ದಾರೆ. ಅವರು ರಾಜಕೀಯ ಪ್ರಥಾರಿ ರೀತಿ ಮಾತನಾಡುತ್ತಿದ್ದಾರೆ ಎಂದು ಯತೀಂದ್ರ ಸಿದ್ದರಾಮಯ್ಯ ವಾಗ್ದಾಳಿ ನಡೆಸಿದರು. <box>705 331 935 517</box>
story2-kicker: ಕೇಂದ್ರ ಚುನಾವಣಾ ಆಯುಕ್ತರು <box>705 53 845 69</box>
story6-byline: ಪ್ರಮಥವಾಣಿ.ಕಾಂ <box>376 1216 433 1227</box>
page-number: 3 <box>906 6 933 36</box>
masthead-rule <box>14 44 931 46</box>
story4-body <box>18 1053 233 1173</box>
story6-col3 <box>750 1364 931 1491</box>
story2-photo <box>705 102 937 309</box>
story6-photo <box>566 1218 933 1360</box>
story1-col3-text: ಪ್ರಾಂಶುಪಾಲರಾಗಿ ಸೇವೆ ಸಲ್ಲಿಸುತ್ತಿರುವುದು ಹೆಮ್ಮೆಯ ಸಂಗತಿ ಎಂದರು. ಆಡಳಿತಾಧಿಕಾರಿಗಳು ವಿದ್ಯಾರ್ಥಿಗಳು ಶಾಲೆಗೆ ಕಲಿಕಾ ಸಾಮಗ್ರಿ, ಬೆಲೆ ಬಾಳುವ ಕ್ರೀಡಾ ಸಾಮಗ್ರಿ ನೀಡಿದರು. ವಿಜೇತ ಸನ್ಮಾನಿತರು ಸಂತೋಷ ಬಿರಾದಾರ, ನಿವೃತ್ತ ಶಿಕ್ಷಕರಾದ ರೇಖಾ ಮಹಾಜನ, ಸುಮನಬಾಯಿ ಜಟ್ಟೆ, ಶಿಕ್ಷಕರಾದ ಜಾಬುರಾವ ಪಾಟೀಲ, ವಿಠಲರಾವ ಕುಲಕರ್ಣಿ, ರಾಮರಾವ, ಡಿ.ಬಿ.ಶಿಂದೆ, ಅಮೃತ ಮಿಠ್ಠೆ, ಮಲ್ಲಿಕಾರ್ಜುನ ಟೆಕಾಳೆ, ಶಿವರಾಜ ಮಂಟಾಳೆ, ಗುರುಪ್ಪ ಸ್ವಾಮಿ, ಸತ್ಯವತಿ <box>313 395 423 581</box>
story6-col2 <box>566 1364 741 1491</box>
section-rule <box>14 622 931 623</box>
issue-date: ಅಕ್ಟೋಬರ್ 29, ಬುಧವಾರ <box>782 11 891 25</box>
story1-col4 <box>535 367 693 612</box>
